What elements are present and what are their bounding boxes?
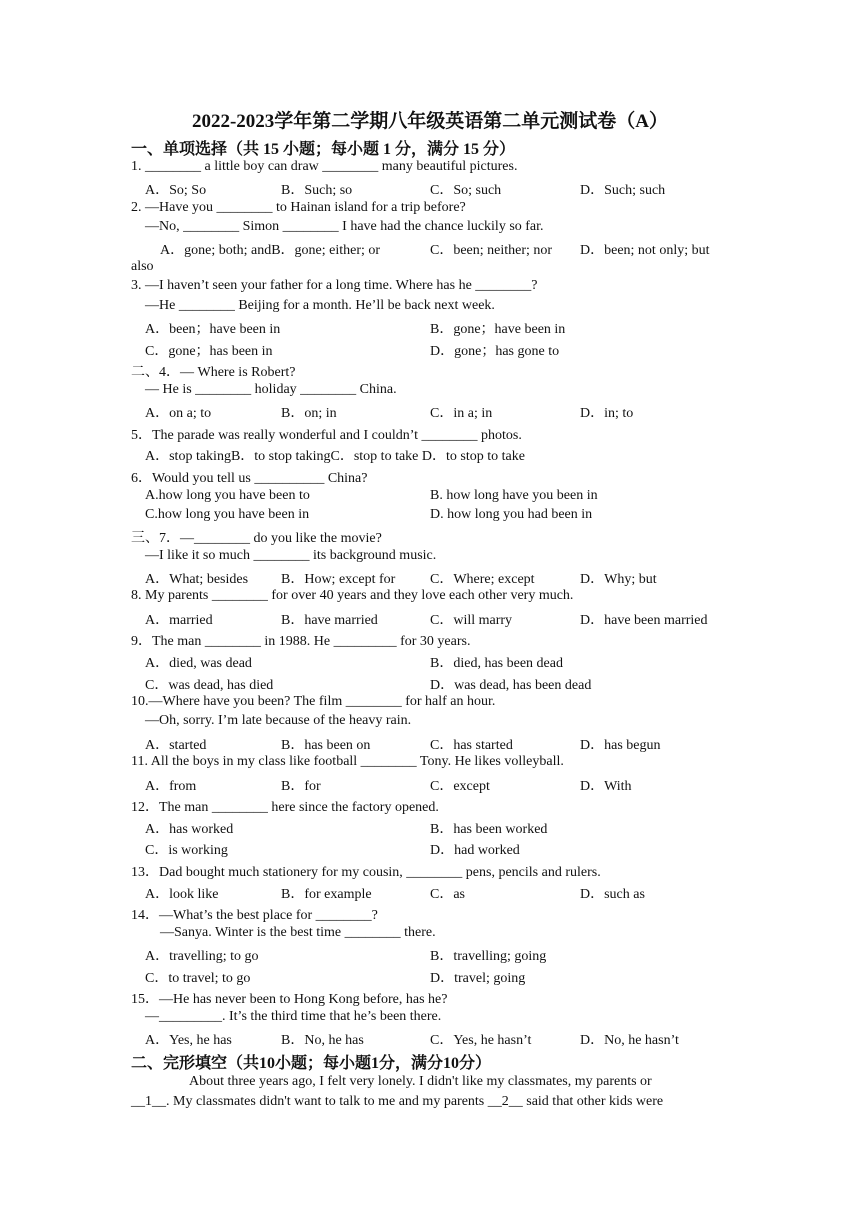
question-8-stem: 8. My parents ________ for over 40 years and they love each other very much. (131, 588, 574, 603)
section-heading-single-choice: 一、单项选择（共 15 小题；每小题 1 分，满分 15 分） (131, 141, 516, 158)
q1-option-d: D．Such; such (580, 183, 666, 198)
q3-option-b: B．gone；have been in (430, 322, 566, 337)
q9-option-d: D．was dead, has been dead (430, 678, 592, 693)
q2-option-d: D．been; not only; but (580, 243, 710, 258)
question-9-stem: 9．The man ________ in 1988. He _________ for 30 years. (131, 634, 471, 649)
q5-options: A．stop takingB．to stop takingC．stop to take D．to stop to take (145, 449, 525, 464)
question-2-stem-2: —No, ________ Simon ________ I have had the chance luckily so far. (145, 219, 544, 234)
question-3-stem-2: —He ________ Beijing for a month. He’ll be back next week. (145, 298, 495, 313)
q6-option-b: B. how long have you been in (430, 488, 598, 503)
q10-option-b: B．has been on (281, 738, 371, 753)
page-title: 2022-2023学年第二学期八年级英语第二单元测试卷（A） (191, 111, 669, 132)
q8-option-b: B．have married (281, 613, 378, 628)
q4-option-d: D．in; to (580, 406, 634, 421)
question-10-stem-2: —Oh, sorry. I’m late because of the heavy rain. (145, 713, 412, 728)
question-11-stem: 11. All the boys in my class like football ________ Tony. He likes volleyball. (131, 754, 564, 769)
question-10-stem-1: 10.—Where have you been? The film ________ for half an hour. (131, 694, 496, 709)
question-1-stem: 1. ________ a little boy can draw ________ many beautiful pictures. (131, 159, 518, 174)
q4-option-c: C．in a; in (430, 406, 493, 421)
q1-option-a: A．So; So (145, 183, 207, 198)
q1-option-c: C．So; such (430, 183, 502, 198)
q8-option-c: C．will marry (430, 613, 513, 628)
question-14-stem-2: —Sanya. Winter is the best time ________ there. (160, 925, 436, 940)
q11-option-d: D．With (580, 779, 632, 794)
q2-option-c: C．been; neither; nor (430, 243, 553, 258)
q7-option-b: B．How; except for (281, 572, 396, 587)
cloze-blank-2: __2__ (487, 1094, 523, 1109)
q14-option-d: D．travel; going (430, 971, 526, 986)
q8-option-d: D．have been married (580, 613, 708, 628)
q3-option-c: C．gone；has been in (145, 344, 273, 359)
question-12-stem: 12．The man ________ here since the factory opened. (131, 800, 439, 815)
question-13-stem: 13．Dad bought much stationery for my cousin, ________ pens, pencils and rulers. (131, 865, 601, 880)
q2-option-ab: A．gone; both; andB．gone; either; or (160, 243, 381, 258)
q3-option-a: A．been；have been in (145, 322, 281, 337)
q12-option-c: C．is working (145, 843, 228, 858)
q15-option-a: A．Yes, he has (145, 1033, 232, 1048)
passage-line-2-text-b: said that other kids were (526, 1094, 664, 1109)
q3-option-d: D．gone；has gone to (430, 344, 560, 359)
q11-option-c: C．except (430, 779, 490, 794)
q9-option-c: C．was dead, has died (145, 678, 274, 693)
q13-option-b: B．for example (281, 887, 372, 902)
q13-option-c: C．as (430, 887, 465, 902)
q13-option-d: D．such as (580, 887, 645, 902)
q14-option-a: A．travelling; to go (145, 949, 259, 964)
q9-option-b: B．died, has been dead (430, 656, 563, 671)
question-5-stem: 5．The parade was really wonderful and I couldn’t ________ photos. (131, 428, 522, 443)
q15-option-b: B．No, he has (281, 1033, 364, 1048)
q7-option-c: C．Where; except (430, 572, 535, 587)
question-4-stem-1: 二、4．— Where is Robert? (131, 365, 296, 380)
passage-line-2 (131, 1094, 663, 1110)
question-15-stem-1: 15．—He has never been to Hong Kong before, has he? (131, 992, 448, 1007)
q7-option-a: A．What; besides (145, 572, 249, 587)
q11-option-b: B．for (281, 779, 321, 794)
question-3-stem-1: 3. —I haven’t seen your father for a long time. Where has he ________? (131, 278, 538, 293)
q6-option-c: C.how long you have been in (145, 507, 310, 522)
q6-option-a: A.how long you have been to (145, 488, 310, 503)
question-14-stem-1: 14．—What’s the best place for ________? (131, 908, 378, 923)
q15-option-d: D．No, he hasn’t (580, 1033, 679, 1048)
q9-option-a: A．died, was dead (145, 656, 252, 671)
q10-option-a: A．started (145, 738, 207, 753)
q11-option-a: A．from (145, 779, 197, 794)
q8-option-a: A．married (145, 613, 213, 628)
question-7-stem-1: 三、7．—________ do you like the movie? (131, 531, 382, 546)
section-heading-cloze: 二、完形填空（共10小题；每小题1分，满分10分） (131, 1055, 492, 1072)
q4-option-a: A．on a; to (145, 406, 212, 421)
q10-option-d: D．has begun (580, 738, 661, 753)
q14-option-b: B．travelling; going (430, 949, 547, 964)
cloze-blank-1: __1__ (131, 1094, 166, 1109)
q4-option-b: B．on; in (281, 406, 337, 421)
q15-option-c: C．Yes, he hasn’t (430, 1033, 532, 1048)
q10-option-c: C．has started (430, 738, 513, 753)
q1-option-b: B．Such; so (281, 183, 353, 198)
q6-option-d: D. how long you had been in (430, 507, 593, 522)
q14-option-c: C．to travel; to go (145, 971, 251, 986)
passage-line-1: About three years ago, I felt very lonely. I didn't like my classmates, my parents or (189, 1074, 652, 1089)
q12-option-a: A．has worked (145, 822, 234, 837)
q12-option-d: D．had worked (430, 843, 520, 858)
q13-option-a: A．look like (145, 887, 219, 902)
q12-option-b: B．has been worked (430, 822, 548, 837)
question-7-stem-2: —I like it so much ________ its background music. (145, 548, 437, 563)
question-6-stem: 6．Would you tell us __________ China? (131, 471, 368, 486)
question-2-stem-1: 2. —Have you ________ to Hainan island for a trip before? (131, 200, 466, 215)
question-15-stem-2: —_________. It’s the third time that he’s been there. (145, 1009, 442, 1024)
question-4-stem-2: — He is ________ holiday ________ China. (145, 382, 397, 397)
q2-option-d-wrap: also (131, 259, 154, 274)
q7-option-d: D．Why; but (580, 572, 657, 587)
passage-line-2-text-a: . My classmates didn't want to talk to me and my parents (166, 1094, 485, 1109)
